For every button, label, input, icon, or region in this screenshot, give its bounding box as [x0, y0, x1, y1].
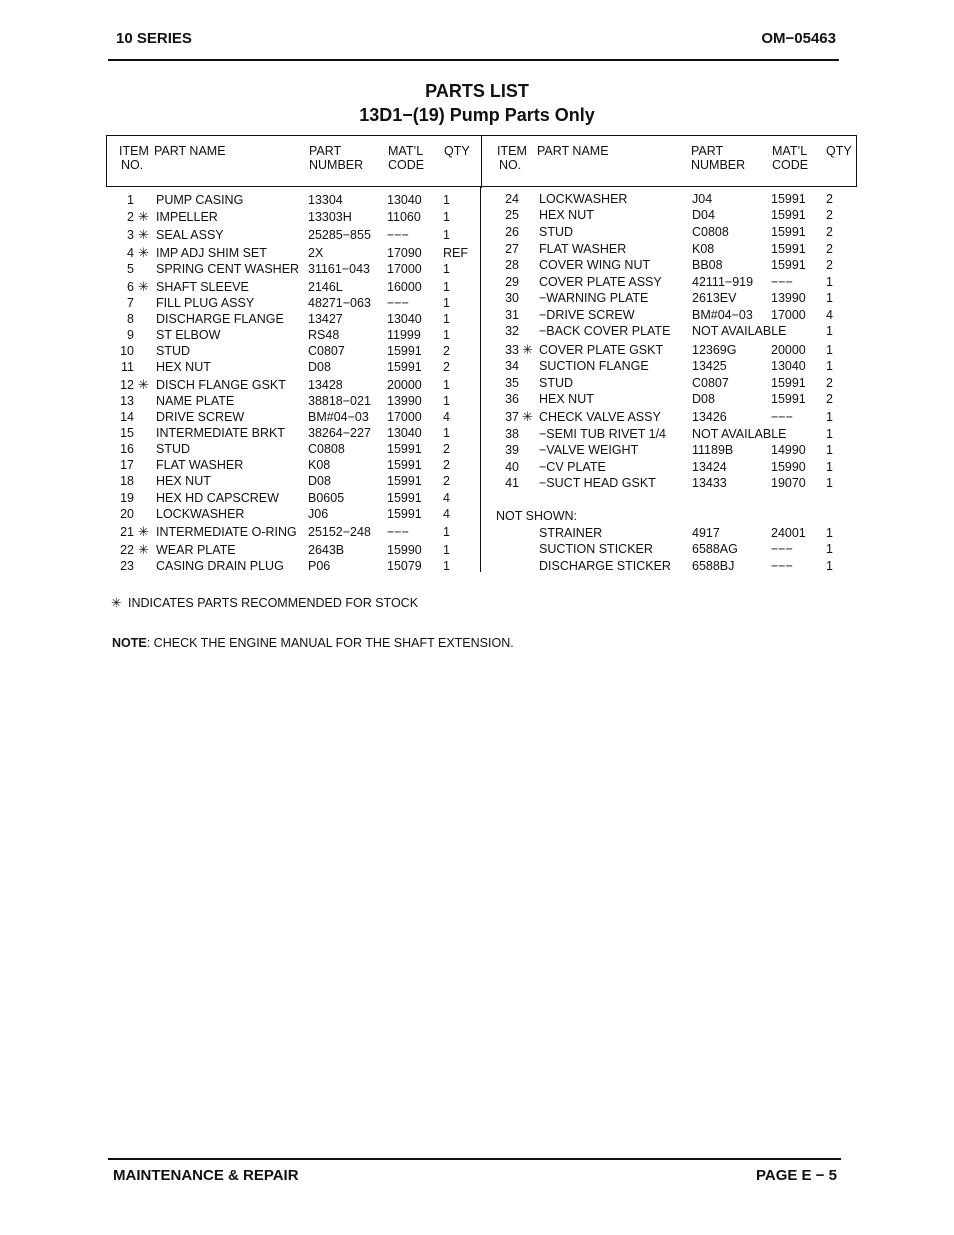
item-number: 8	[127, 312, 134, 326]
table-row	[0, 442, 954, 458]
table-row	[0, 375, 954, 391]
material-code: 13040	[387, 312, 422, 326]
part-number: 48271−063	[308, 296, 371, 310]
part-number: C0808	[308, 442, 345, 456]
part-number: 13425	[692, 359, 727, 373]
quantity: 2	[826, 225, 833, 239]
material-code: 16000	[387, 280, 422, 294]
quantity: 2	[826, 258, 833, 272]
part-number: 12369G	[692, 343, 737, 357]
part-name: STUD	[539, 225, 574, 239]
part-name: COVER PLATE ASSY	[539, 275, 662, 289]
quantity: 1	[443, 280, 450, 294]
part-number: C0807	[692, 376, 729, 390]
part-number: 13427	[308, 312, 343, 326]
material-code: 17000	[387, 262, 422, 276]
item-number: 1	[127, 193, 134, 207]
part-name: FILL PLUG ASSY	[156, 296, 255, 310]
item-number: 11	[121, 360, 134, 374]
item-number: 2	[127, 210, 134, 224]
table-row	[0, 224, 954, 240]
engine-note	[112, 636, 514, 650]
part-number: BB08	[692, 258, 723, 272]
col-number-label: NUMBER	[309, 158, 364, 172]
quantity: 1	[443, 312, 450, 326]
part-name: LOCKWASHER	[539, 192, 628, 206]
item-number: 23	[120, 559, 134, 573]
item-number: 27	[505, 242, 519, 256]
table-row	[0, 506, 954, 522]
quantity: 4	[443, 491, 450, 505]
part-name: DISCHARGE STICKER	[539, 559, 671, 573]
part-name: FLAT WASHER	[156, 458, 244, 472]
table-row	[0, 307, 954, 323]
part-name: SEAL ASSY	[156, 228, 224, 242]
material-code: 15991	[387, 507, 422, 521]
item-number: 41	[505, 476, 519, 490]
quantity: 2	[443, 474, 450, 488]
stock-asterisk-icon: ✳	[138, 279, 149, 294]
stock-asterisk-icon: ✳	[522, 342, 533, 357]
quantity: 1	[826, 460, 833, 474]
footer-section: MAINTENANCE & REPAIR	[113, 1167, 299, 1184]
quantity: 1	[443, 210, 450, 224]
stock-asterisk-icon: ✳	[138, 377, 149, 392]
material-code: 24001	[771, 526, 806, 540]
material-code: 13040	[387, 193, 422, 207]
part-name: −VALVE WEIGHT	[539, 443, 639, 457]
part-name: CHECK VALVE ASSY	[539, 410, 661, 424]
part-number: D04	[692, 208, 715, 222]
part-name: SPRING CENT WASHER	[156, 262, 300, 276]
part-name: CASING DRAIN PLUG	[156, 559, 284, 573]
material-code: 15991	[387, 474, 422, 488]
material-code: 15990	[387, 543, 422, 557]
stock-asterisk-icon: ✳	[138, 227, 149, 242]
material-code: 11999	[387, 328, 421, 342]
part-name: SUCTION FLANGE	[539, 359, 649, 373]
part-number: RS48	[308, 328, 340, 342]
material-code: −−−	[771, 410, 793, 424]
item-number: 35	[505, 376, 519, 390]
series-label: 10 SERIES	[116, 30, 192, 47]
part-number: BM#04−03	[692, 308, 753, 322]
item-number: 37	[505, 410, 519, 424]
part-name: NAME PLATE	[156, 394, 235, 408]
quantity: 1	[443, 228, 450, 242]
item-number: 39	[505, 443, 519, 457]
quantity: 2	[826, 192, 833, 206]
material-code: 15991	[771, 258, 806, 272]
material-code: 15991	[771, 192, 806, 206]
part-name: SUCTION STICKER	[539, 542, 653, 556]
material-code: 15991	[771, 208, 806, 222]
part-number: 2146L	[308, 280, 343, 294]
quantity: 2	[443, 458, 450, 472]
part-name: IMPELLER	[156, 210, 218, 224]
table-row	[0, 459, 954, 475]
quantity: 1	[826, 410, 833, 424]
material-code: −−−	[771, 275, 793, 289]
col-item-no-left	[119, 144, 149, 172]
col-item-no-right	[497, 144, 527, 172]
quantity: 1	[443, 559, 450, 573]
quantity: 1	[826, 427, 833, 441]
quantity: 1	[826, 275, 833, 289]
table-row	[0, 274, 954, 290]
part-number: 25285−855	[308, 228, 371, 242]
quantity: REF	[443, 246, 468, 260]
quantity: 4	[826, 308, 833, 322]
quantity: 1	[826, 343, 833, 357]
part-number: D08	[308, 360, 331, 374]
part-number: 13426	[692, 410, 727, 424]
col-part-name-left: PART NAME	[154, 144, 226, 158]
quantity: 1	[443, 543, 450, 557]
quantity: 1	[826, 443, 833, 457]
part-number: D08	[692, 392, 715, 406]
part-name: HEX NUT	[539, 208, 594, 222]
item-number: 22	[120, 543, 134, 557]
item-number: 18	[120, 474, 134, 488]
quantity: 2	[443, 344, 450, 358]
part-number: 4917	[692, 526, 720, 540]
item-number: 17	[120, 458, 134, 472]
item-number: 16	[120, 442, 134, 456]
part-number: 2X	[308, 246, 324, 260]
quantity: 1	[443, 328, 450, 342]
asterisk-icon: ✳	[111, 596, 122, 610]
material-code: 13040	[771, 359, 806, 373]
part-name: HEX NUT	[539, 392, 594, 406]
part-number: J04	[692, 192, 713, 206]
item-number: 10	[120, 344, 134, 358]
col-matl-label: MAT’L	[388, 144, 424, 158]
document-number: OM−05463	[761, 30, 836, 47]
item-number: 12	[120, 378, 134, 392]
col-qty-left: QTY	[444, 144, 470, 158]
material-code: 15991	[387, 491, 422, 505]
material-code: 17090	[387, 246, 422, 260]
item-number: 4	[127, 246, 134, 260]
col-part-label: PART	[691, 144, 724, 158]
material-code: 17000	[387, 410, 422, 424]
material-code: 19070	[771, 476, 806, 490]
item-number: 31	[505, 308, 519, 322]
quantity: 1	[443, 394, 450, 408]
material-code: 20000	[387, 378, 422, 392]
material-code: −−−	[387, 296, 409, 310]
item-number: 32	[505, 324, 519, 338]
part-number: 13428	[308, 378, 343, 392]
item-number: 21	[120, 525, 134, 539]
quantity: 1	[826, 476, 833, 490]
quantity: 1	[826, 324, 833, 338]
part-name: HEX NUT	[156, 474, 211, 488]
part-number: C0807	[308, 344, 345, 358]
col-part-number-right	[691, 144, 745, 172]
material-code: −−−	[771, 559, 793, 573]
quantity: 1	[826, 526, 833, 540]
table-row	[0, 241, 954, 257]
part-number: C0808	[692, 225, 729, 239]
table-row	[0, 475, 954, 491]
material-code: 15991	[771, 242, 806, 256]
quantity: 2	[826, 208, 833, 222]
part-name: HEX HD CAPSCREW	[156, 491, 279, 505]
part-name: INTERMEDIATE O-RING	[156, 525, 297, 539]
table-row	[0, 290, 954, 306]
item-number: 33	[505, 343, 519, 357]
quantity: 2	[443, 442, 450, 456]
material-code: 14990	[771, 443, 806, 457]
part-number: 38818−021	[308, 394, 371, 408]
part-number: 2613EV	[692, 291, 737, 305]
part-number: NOT AVAILABLE	[692, 427, 787, 441]
table-row	[0, 541, 954, 557]
item-number: 25	[505, 208, 519, 222]
footer-page-number: PAGE E − 5	[755, 1167, 837, 1184]
quantity: 1	[443, 525, 450, 539]
part-name: DRIVE SCREW	[156, 410, 245, 424]
col-item-label: ITEM	[119, 144, 149, 158]
part-name: IMP ADJ SHIM SET	[156, 246, 267, 260]
item-number: 26	[505, 225, 519, 239]
part-name: HEX NUT	[156, 360, 211, 374]
material-code: 15991	[771, 392, 806, 406]
quantity: 1	[443, 426, 450, 440]
part-name: −SEMI TUB RIVET 1/4	[539, 427, 667, 441]
quantity: 1	[826, 559, 833, 573]
item-number: 28	[505, 258, 519, 272]
item-number: 5	[127, 262, 134, 276]
part-number: 13433	[692, 476, 727, 490]
part-name: STUD	[539, 376, 574, 390]
part-name: SHAFT SLEEVE	[156, 280, 249, 294]
quantity: 2	[443, 360, 450, 374]
page-title: PARTS LIST	[425, 81, 529, 101]
stock-asterisk-icon: ✳	[138, 209, 149, 224]
part-name: WEAR PLATE	[156, 543, 236, 557]
table-row	[0, 525, 954, 541]
col-part-name-right: PART NAME	[537, 144, 609, 158]
item-number: 15	[120, 426, 134, 440]
material-code: 13990	[387, 394, 422, 408]
table-row	[0, 207, 954, 223]
material-code: 15991	[771, 225, 806, 239]
part-name: INTERMEDIATE BRKT	[156, 426, 285, 440]
note-label: NOTE	[112, 636, 147, 650]
part-number: B0605	[308, 491, 345, 505]
quantity: 1	[443, 296, 450, 310]
part-number: 13304	[308, 193, 343, 207]
part-name: LOCKWASHER	[156, 507, 245, 521]
quantity: 4	[443, 507, 450, 521]
part-name: COVER WING NUT	[539, 258, 651, 272]
item-number: 29	[505, 275, 519, 289]
item-number: 38	[505, 427, 519, 441]
footer-rule	[108, 1158, 841, 1160]
material-code: 17000	[771, 308, 806, 322]
material-code: 15991	[387, 442, 422, 456]
part-number: NOT AVAILABLE	[692, 324, 787, 338]
not-shown-label: NOT SHOWN:	[496, 509, 578, 523]
material-code: 15991	[387, 458, 422, 472]
part-name: −BACK COVER PLATE	[539, 324, 671, 338]
material-code: 13040	[387, 426, 422, 440]
col-matl-label: MAT’L	[772, 144, 808, 158]
part-name: −DRIVE SCREW	[539, 308, 635, 322]
stock-asterisk-icon: ✳	[138, 524, 149, 539]
part-name: DISCHARGE FLANGE	[156, 312, 284, 326]
col-code-label: CODE	[772, 158, 809, 172]
quantity: 1	[443, 262, 450, 276]
material-code: 13990	[771, 291, 806, 305]
page-header	[112, 30, 838, 48]
part-number: 38264−227	[308, 426, 371, 440]
quantity: 2	[826, 376, 833, 390]
quantity: 2	[826, 392, 833, 406]
item-number: 36	[505, 392, 519, 406]
part-name: STRAINER	[539, 526, 603, 540]
quantity: 1	[443, 193, 450, 207]
part-number: 13303H	[308, 210, 352, 224]
col-part-number-left	[309, 144, 363, 172]
part-number: 6588BJ	[692, 559, 735, 573]
stock-asterisk-icon: ✳	[522, 409, 533, 424]
col-no-label: NO.	[499, 158, 522, 172]
quantity: 4	[443, 410, 450, 424]
material-code: −−−	[387, 525, 409, 539]
part-number: 6588AG	[692, 542, 738, 556]
col-no-label: NO.	[121, 158, 144, 172]
table-row	[0, 490, 954, 506]
page-subtitle: 13D1−(19) Pump Parts Only	[359, 105, 595, 125]
part-name: ST ELBOW	[156, 328, 221, 342]
table-row	[0, 342, 954, 358]
table-row	[0, 323, 954, 339]
part-name: −CV PLATE	[539, 460, 606, 474]
part-number: 31161−043	[308, 262, 370, 276]
part-name: STUD	[156, 344, 191, 358]
part-number: 2643B	[308, 543, 345, 557]
col-number-label: NUMBER	[691, 158, 746, 172]
material-code: 15991	[387, 344, 422, 358]
item-number: 9	[127, 328, 134, 342]
quantity: 1	[443, 378, 450, 392]
part-number: J06	[308, 507, 329, 521]
quantity: 1	[826, 359, 833, 373]
item-number: 6	[127, 280, 134, 294]
material-code: 20000	[771, 343, 806, 357]
col-item-label: ITEM	[497, 144, 527, 158]
part-name: STUD	[156, 442, 191, 456]
part-number: 11189B	[692, 443, 734, 457]
col-code-label: CODE	[388, 158, 425, 172]
part-name: PUMP CASING	[156, 193, 244, 207]
part-number: K08	[692, 242, 715, 256]
material-code: −−−	[771, 542, 793, 556]
item-number: 3	[127, 228, 134, 242]
header-rule	[108, 59, 839, 61]
item-number: 40	[505, 460, 519, 474]
stock-asterisk-icon: ✳	[138, 245, 149, 260]
part-number: 25152−248	[308, 525, 371, 539]
part-number: D08	[308, 474, 331, 488]
material-code: −−−	[387, 228, 409, 242]
table-row	[0, 558, 954, 574]
quantity: 1	[826, 291, 833, 305]
part-number: 13424	[692, 460, 727, 474]
part-number: K08	[308, 458, 331, 472]
table-row	[0, 409, 954, 425]
table-row	[0, 257, 954, 273]
stock-legend	[111, 595, 418, 610]
stock-asterisk-icon: ✳	[138, 542, 149, 557]
part-name: FLAT WASHER	[539, 242, 627, 256]
table-row	[0, 191, 954, 207]
col-part-label: PART	[309, 144, 342, 158]
part-name: DISCH FLANGE GSKT	[156, 378, 286, 392]
item-number: 13	[120, 394, 134, 408]
item-number: 20	[120, 507, 134, 521]
part-name: −WARNING PLATE	[539, 291, 649, 305]
col-matl-code-right	[772, 144, 808, 172]
part-name: −SUCT HEAD GSKT	[539, 476, 656, 490]
item-number: 7	[127, 296, 134, 310]
col-matl-code-left	[388, 144, 424, 172]
header-divider	[481, 136, 482, 188]
col-qty-right: QTY	[826, 144, 852, 158]
material-code: 15991	[771, 376, 806, 390]
item-number: 34	[505, 359, 519, 373]
table-row	[0, 391, 954, 407]
note-text: : CHECK THE ENGINE MANUAL FOR THE SHAFT EXTENSION.	[146, 636, 514, 650]
item-number: 19	[120, 491, 134, 505]
item-number: 24	[505, 192, 519, 206]
material-code: 15990	[771, 460, 806, 474]
table-row	[0, 426, 954, 442]
legend-text: INDICATES PARTS RECOMMENDED FOR STOCK	[127, 596, 419, 610]
material-code: 15079	[387, 559, 422, 573]
table-row	[0, 358, 954, 374]
item-number: 30	[505, 291, 519, 305]
part-number: P06	[308, 559, 331, 573]
part-name: COVER PLATE GSKT	[539, 343, 664, 357]
part-number: BM#04−03	[308, 410, 369, 424]
quantity: 2	[826, 242, 833, 256]
material-code: 11060	[387, 210, 421, 224]
material-code: 15991	[387, 360, 422, 374]
item-number: 14	[120, 410, 134, 424]
quantity: 1	[826, 542, 833, 556]
part-number: 42111−919	[692, 275, 754, 289]
